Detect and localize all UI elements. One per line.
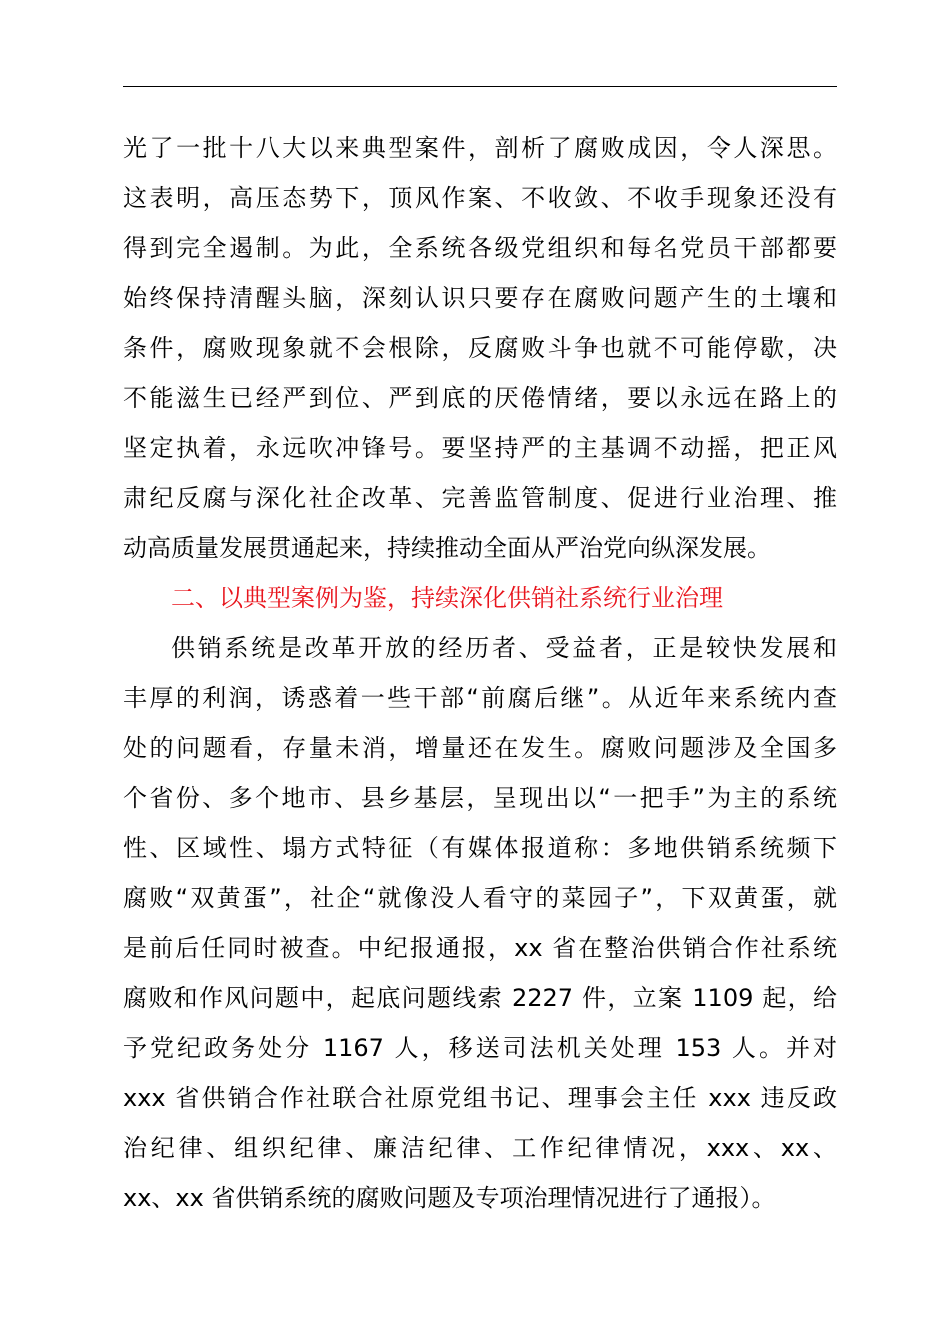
paragraph-1-line: 光了一批十八大以来典型案件，剖析了腐败成因，令人深思。 (123, 134, 837, 162)
paragraph-2-line: 治纪律、组织纪律、廉洁纪律、工作纪律情况，xxx、xx、 (123, 1134, 837, 1162)
paragraph-2-line: 性、区域性、塌方式特征（有媒体报道称：多地供销系统频下 (123, 834, 837, 862)
paragraph-2-line: 予党纪政务处分 1167 人，移送司法机关处理 153 人。并对 (123, 1034, 837, 1062)
paragraph-2-line: 个省份、多个地市、县乡基层，呈现出以“一把手”为主的系统 (123, 784, 837, 812)
paragraph-1-line: 得到完全遏制。为此，全系统各级党组织和每名党员干部都要 (123, 234, 837, 262)
paragraph-2-line: 腐败和作风问题中，起底问题线索 2227 件，立案 1109 起，给 (123, 984, 837, 1012)
paragraph-2-line: xxx 省供销合作社联合社原党组书记、理事会主任 xxx 违反政 (123, 1084, 837, 1112)
paragraph-1-line: 动高质量发展贯通起来，持续推动全面从严治党向纵深发展。 (123, 534, 771, 562)
paragraph-2-line: 腐败“双黄蛋”，社企“就像没人看守的菜园子”，下双黄蛋，就 (123, 884, 837, 912)
paragraph-2-line: 是前后任同时被查。中纪报通报，xx 省在整治供销合作社系统 (123, 934, 837, 962)
paragraph-1-line: 这表明，高压态势下，顶风作案、不收敛、不收手现象还没有 (123, 184, 837, 212)
paragraph-1-line: 坚定执着，永远吹冲锋号。要坚持严的主基调不动摇，把正风 (123, 434, 837, 462)
paragraph-1-line: 始终保持清醒头脑，深刻认识只要存在腐败问题产生的土壤和 (123, 284, 837, 312)
paragraph-1-line: 条件，腐败现象就不会根除，反腐败斗争也就不可能停歇，决 (123, 334, 837, 362)
paragraph-2-line: 处的问题看，存量未消，增量还在发生。腐败问题涉及全国多 (123, 734, 837, 762)
paragraph-1-line: 不能滋生已经严到位、严到底的厌倦情绪，要以永远在路上的 (123, 384, 837, 412)
paragraph-2-line: 供销系统是改革开放的经历者、受益者，正是较快发展和 (171, 634, 837, 662)
paragraph-2-line: xx、xx 省供销系统的腐败问题及专项治理情况进行了通报）。 (123, 1184, 776, 1212)
paragraph-2-line: 丰厚的利润，诱惑着一些干部“前腐后继”。从近年来系统内查 (123, 684, 837, 712)
section-heading: 二、以典型案例为鉴，持续深化供销社系统行业治理 (171, 584, 723, 612)
header-rule (123, 86, 837, 87)
paragraph-1-line: 肃纪反腐与深化社企改革、完善监管制度、促进行业治理、推 (123, 484, 837, 512)
